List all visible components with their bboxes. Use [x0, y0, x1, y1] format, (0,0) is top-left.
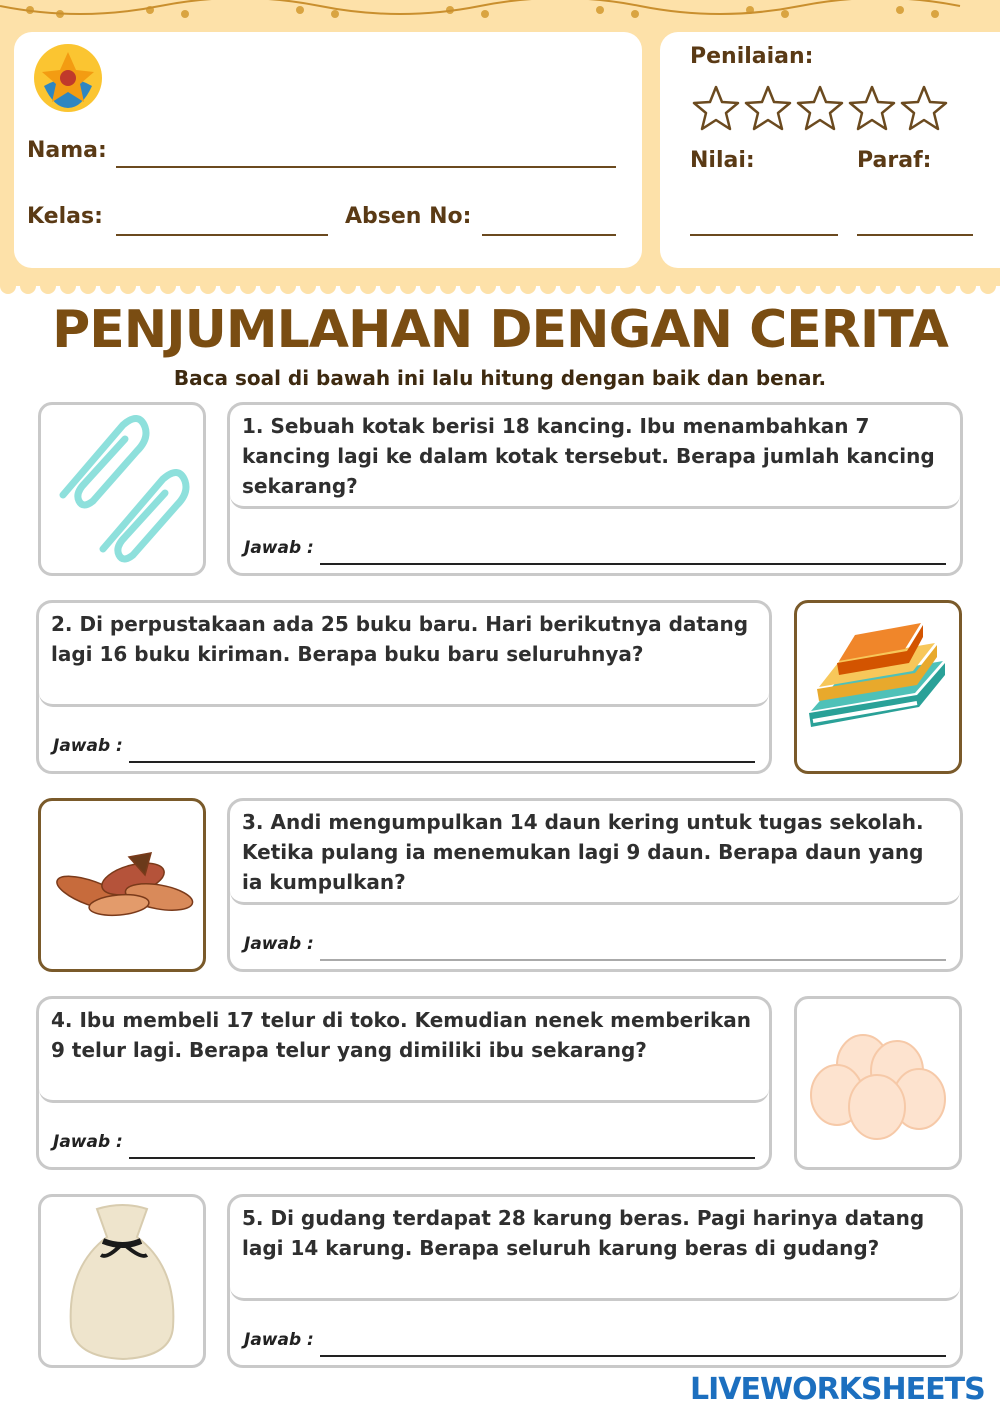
page-subtitle: Baca soal di bawah ini lalu hitung dengan baik dan benar. — [173, 366, 827, 390]
question-2-image — [794, 600, 962, 774]
rice-sack-icon — [41, 1197, 203, 1365]
question-1-text: 1. Sebuah kotak berisi 18 kancing. Ibu menambahkan 7 kancing lagi ke dalam kotak tersebut. Berapa jumlah kancing sekarang? — [230, 405, 960, 509]
penilaian-label: Penilaian: — [690, 44, 814, 69]
question-3-answer-field[interactable] — [320, 959, 946, 961]
scallop-border — [0, 282, 1000, 298]
question-3-text: 3. Andi mengumpulkan 14 daun kering untuk tugas sekolah. Ketika pulang ia menemukan lagi 9 daun. Berapa daun yang ia kumpulkan? — [230, 801, 960, 905]
name-field[interactable] — [116, 166, 616, 168]
books-icon — [797, 603, 959, 771]
question-1-image — [38, 402, 206, 576]
question-5-answer-field[interactable] — [320, 1355, 946, 1357]
star-icon — [902, 87, 946, 129]
question-1-box — [227, 402, 963, 576]
question-1-answer-field[interactable] — [320, 563, 946, 565]
school-logo-icon — [32, 42, 104, 114]
rating-stars[interactable] — [690, 84, 950, 132]
question-5-answer-label: Jawab : — [244, 1330, 314, 1350]
class-field[interactable] — [116, 234, 328, 236]
page-title: PENJUMLAHAN DENGAN CERITA — [52, 300, 948, 360]
question-4-box — [36, 996, 772, 1170]
paperclip-icon — [41, 405, 203, 573]
star-icon — [798, 87, 842, 129]
question-2-text: 2. Di perpustakaan ada 25 buku baru. Hari berikutnya datang lagi 16 buku kiriman. Berapa buku baru seluruhnya? — [39, 603, 769, 707]
question-3-box — [227, 798, 963, 972]
dry-leaves-icon — [41, 801, 203, 969]
question-5-box — [227, 1194, 963, 1368]
star-icon — [694, 87, 738, 129]
nilai-label: Nilai: — [690, 148, 755, 173]
question-5-text: 5. Di gudang terdapat 28 karung beras. Pagi harinya datang lagi 14 karung. Berapa seluruh karung beras di gudang? — [230, 1197, 960, 1301]
paraf-label: Paraf: — [857, 148, 932, 173]
nilai-field[interactable] — [690, 234, 838, 236]
absen-label: Absen No: — [345, 204, 472, 229]
question-1-answer-label: Jawab : — [244, 538, 314, 558]
question-5-image — [38, 1194, 206, 1368]
eggs-icon — [797, 999, 959, 1167]
question-3-image — [38, 798, 206, 972]
paraf-field[interactable] — [857, 234, 973, 236]
question-3-answer-label: Jawab : — [244, 934, 314, 954]
question-2-answer-field[interactable] — [129, 761, 755, 763]
question-4-answer-label: Jawab : — [53, 1132, 123, 1152]
footer-brand: LIVEWORKSHEETS — [690, 1372, 985, 1407]
class-label: Kelas: — [27, 204, 103, 229]
star-icon — [850, 87, 894, 129]
absen-field[interactable] — [482, 234, 616, 236]
question-2-answer-label: Jawab : — [53, 736, 123, 756]
question-4-text: 4. Ibu membeli 17 telur di toko. Kemudian nenek memberikan 9 telur lagi. Berapa telur yang dimiliki ibu sekarang? — [39, 999, 769, 1103]
question-2-box — [36, 600, 772, 774]
student-info-card — [14, 32, 642, 268]
garland-decoration — [0, 0, 1000, 30]
name-label: Nama: — [27, 138, 107, 163]
question-4-answer-field[interactable] — [129, 1157, 755, 1159]
question-4-image — [794, 996, 962, 1170]
star-icon — [746, 87, 790, 129]
